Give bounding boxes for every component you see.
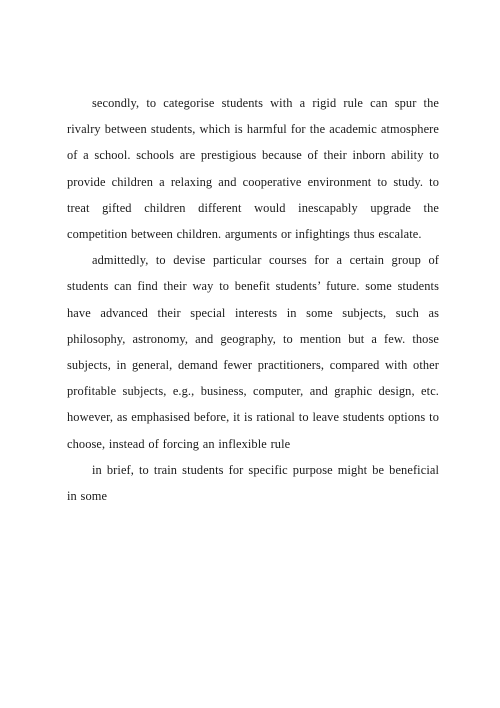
paragraph-secondly: secondly, to categorise students with a rigid rule can spur the rivalry between students, which is harmful for the academic atmosphere of a school. schools are prestigious because of their inborn ability to provide children a relaxing and cooperative environment to study. to treat gifted children different would inescapably upgrade the competition between children. arguments or infightings thus escalate.	[67, 96, 439, 242]
paragraph-in-brief: in brief, to train students for specific purpose might be beneficial in some	[67, 462, 439, 504]
paragraph-admittedly: admittedly, to devise particular courses for a certain group of students can find their way to benefit students’ future. some students have advanced their special interests in some subjects, such as philosophy, astronomy, and geography, to mention but a few. those subjects, in general, demand fewer practitioners, compared with other profitable subjects, e.g., business, computer, and graphic design, etc. however, as emphasised before, it is rational to leave students options to choose, instead of forcing an inflexible rule	[67, 253, 439, 451]
document-body	[67, 90, 439, 509]
